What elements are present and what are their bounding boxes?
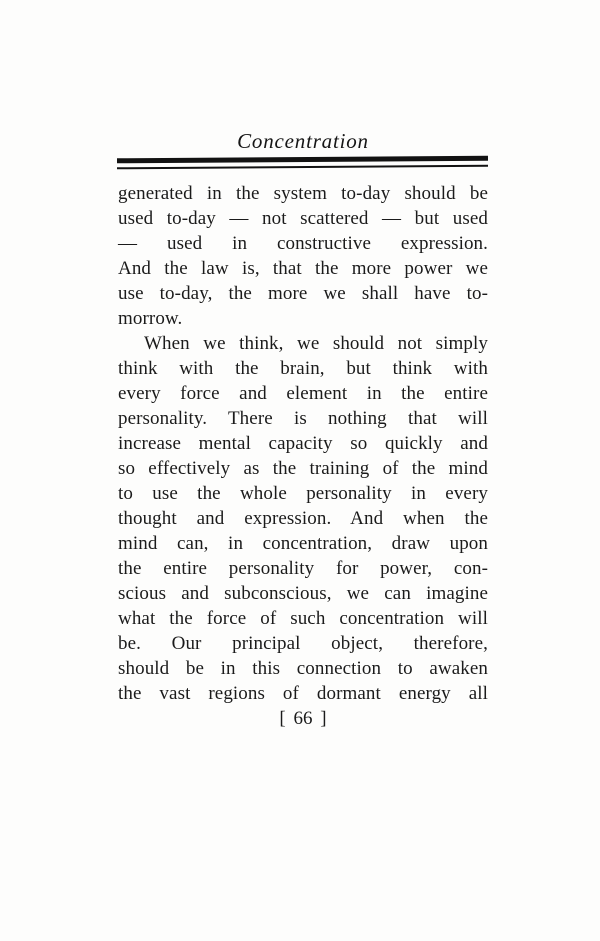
text-line: every force and element in the entire [118, 383, 488, 404]
text-line: personality. There is nothing that will [118, 408, 488, 429]
text-line: so effectively as the training of the mind [118, 458, 488, 479]
text-line: to use the whole personality in every [118, 483, 488, 504]
text-line: the vast regions of dormant energy all [118, 683, 488, 704]
text-line: increase mental capacity so quickly and [118, 433, 488, 454]
text-line: use to-day, the more we shall have to- [118, 283, 488, 304]
text-line: mind can, in concentration, draw upon [118, 533, 488, 554]
text-line: think with the brain, but think with [118, 358, 488, 379]
text-line: — used in constructive expression. [118, 233, 488, 254]
running-head-title: Concentration [237, 129, 369, 153]
text-line: When we think, we should not simply [144, 333, 488, 354]
text-line: what the force of such concentration will [118, 608, 488, 629]
text-line: thought and expression. And when the [118, 508, 488, 529]
text-line: the entire personality for power, con- [118, 558, 488, 579]
text-line: generated in the system to-day should be [118, 183, 488, 204]
text-line: should be in this connection to awaken [118, 658, 488, 679]
body-text [118, 181, 488, 706]
head-rule-thick [117, 156, 488, 164]
text-line: morrow. [118, 308, 183, 329]
text-line: used to-day — not scattered — but used [118, 208, 488, 229]
head-rule-thin [117, 165, 488, 170]
text-line: be. Our principal object, therefore, [118, 633, 488, 654]
page-number: [ 66 ] [279, 708, 327, 729]
text-line: And the law is, that the more power we [118, 258, 488, 279]
text-line: scious and subconscious, we can imagine [118, 583, 488, 604]
